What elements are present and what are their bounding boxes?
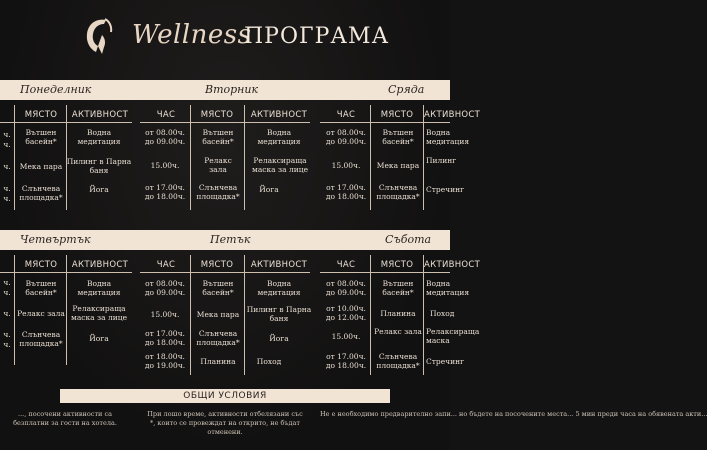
cell-place: Вътшен басейн* [382, 279, 414, 297]
col-header-time: ЧАС [156, 110, 176, 120]
col-header-place: МЯСТО [380, 260, 414, 270]
conditions-title: ОБЩИ УСЛОВИЯ [183, 391, 267, 401]
day-label-friday: Петък [210, 233, 251, 246]
cell-place: Мека пара [376, 161, 420, 170]
cell-activity: Пилинг [426, 156, 457, 165]
cell-place: Слънчева площадка* [196, 329, 240, 347]
col-header-activity: АКТИВНОСТ [424, 260, 481, 270]
cell-activity: Поход [256, 357, 282, 366]
cell-time: от 08.00ч. до 09.00ч. [325, 279, 367, 297]
cell-time: от 08.00ч. до 09.00ч. [325, 128, 367, 146]
divider [320, 122, 450, 123]
cell-place: Слънчева площадка* [376, 183, 420, 201]
cell-place: Вътшен басейн* [382, 128, 414, 146]
day-label-tuesday: Вторник [205, 83, 259, 96]
cell-place: Слънчева площадка* [196, 183, 240, 201]
day-label-wednesday: Сряда [388, 83, 425, 96]
col-header-activity: АКТИВНОСТ [250, 260, 308, 270]
cell-time: ч. [3, 130, 11, 139]
day-label-thursday: Четвъртък [20, 233, 91, 246]
cell-activity: Пилинг в Парна баня [66, 157, 132, 175]
cell-time: 15.00ч. [331, 332, 361, 341]
cell-activity: Релаксираща маска [426, 327, 480, 345]
cell-time: от 10.00ч. до 12.00ч. [325, 304, 367, 322]
cell-activity: Йога [89, 334, 109, 343]
cell-place: Вътшен басейн* [202, 279, 234, 297]
cell-place: Вътшен басейн* [25, 128, 57, 146]
cell-time: от 18.00ч. до 19.00ч. [144, 352, 186, 370]
day-label-monday: Понеделник [20, 83, 92, 96]
divider [370, 105, 371, 210]
page-title: ПРОГРАМА [244, 24, 390, 49]
cell-activity: Поход [430, 309, 455, 318]
goat-logo-icon [78, 16, 116, 56]
cell-activity: Стречинг [426, 185, 465, 194]
col-header-activity: АКТИВНОСТ [424, 110, 481, 120]
cell-activity: Йога [259, 185, 279, 194]
cell-place: Слънчева площадка* [19, 330, 63, 348]
cell-activity: Водна медитация [77, 128, 121, 146]
cell-place: Релакс зала [374, 327, 422, 336]
condition-text-left: ..., посочени активности са безплатни за гости на хотела. [13, 410, 117, 427]
col-header-activity: АКТИВНОСТ [71, 110, 129, 120]
cell-time: от 17.00ч. до 18.00ч. [325, 183, 367, 201]
condition-text-center: При лошо време, активности отбелязани със *, които се провеждат на открито, не бъдат отменени. [147, 410, 303, 436]
divider [370, 255, 371, 375]
col-header-place: МЯСТО [200, 260, 234, 270]
header [0, 14, 450, 64]
cell-place: Слънчева площадка* [19, 184, 63, 202]
cell-activity: Водна медитация [426, 279, 470, 297]
cell-place: Вътшен басейн* [25, 279, 57, 297]
cell-time: от 17.00ч. до 18.00ч. [144, 183, 186, 201]
cell-time: от 17.00ч. до 18.00ч. [325, 352, 367, 370]
cell-time: от 08.00ч. до 09.00ч. [144, 128, 186, 146]
cell-place: Слънчева площадка* [376, 352, 420, 370]
cell-activity: Йога [89, 185, 109, 194]
cell-time: 15.00ч. [150, 161, 180, 170]
cell-time: от 08.00ч. до 09.00ч. [144, 279, 186, 297]
cell-place: Релакс зала [204, 156, 232, 174]
condition-text-right: Не е необходимо предварително запи... но бъдете на посочените места... 5 мин преди часа на обявената акти... [320, 410, 707, 418]
cell-time: ч. [3, 278, 11, 287]
divider [190, 255, 191, 375]
col-header-time: ЧАС [156, 260, 176, 270]
cell-activity: Водна медитация [257, 279, 301, 297]
cell-activity: Релаксираща маска за лице [70, 304, 128, 322]
col-header-place: МЯСТО [24, 260, 58, 270]
day-band-row2 [0, 230, 450, 250]
cell-activity: Релаксираща маска за лице [251, 156, 309, 174]
divider [140, 272, 310, 273]
cell-time: от 17.00ч. до 18.00ч. [144, 329, 186, 347]
cell-place: Планина [380, 309, 416, 318]
cell-activity: Водна медитация [426, 128, 470, 146]
cell-time: ч. [3, 140, 11, 149]
col-header-activity: АКТИВНОСТ [250, 110, 308, 120]
col-header-place: МЯСТО [24, 110, 58, 120]
divider [140, 122, 310, 123]
cell-time: ч. [3, 184, 11, 193]
divider [320, 272, 450, 273]
cell-place: Релакс зала [17, 309, 65, 318]
col-header-activity: АКТИВНОСТ [71, 260, 129, 270]
cell-time: ч. [3, 309, 11, 318]
col-header-time: ЧАС [336, 260, 356, 270]
cell-time: 15.00ч. [331, 161, 361, 170]
divider [244, 255, 245, 375]
cell-place: Мека пара [196, 310, 240, 319]
cell-activity: Стречинг [426, 357, 465, 366]
cell-time: ч. [3, 330, 11, 339]
cell-time: ч. [3, 194, 11, 203]
cell-time: ч. [3, 340, 11, 349]
divider [14, 105, 15, 210]
cell-activity: Йога [269, 334, 289, 343]
cell-time: ч. [3, 288, 11, 297]
cell-time: ч. [3, 162, 11, 171]
cell-place: Мека пара [19, 162, 63, 171]
col-header-time: ЧАС [336, 110, 356, 120]
divider [14, 255, 15, 365]
divider [190, 105, 191, 210]
day-band-row1 [0, 80, 450, 100]
day-label-saturday: Събота [385, 233, 432, 246]
cell-place: Планина [200, 357, 236, 366]
cell-activity: Водна медитация [77, 279, 121, 297]
col-header-place: МЯСТО [200, 110, 234, 120]
cell-activity: Пилинг в Парна баня [246, 305, 312, 323]
divider [244, 105, 245, 210]
script-title: Wellness [132, 20, 252, 50]
col-header-place: МЯСТО [380, 110, 414, 120]
cell-place: Вътшен басейн* [202, 128, 234, 146]
cell-time: 15.00ч. [150, 310, 180, 319]
cell-activity: Водна медитация [257, 128, 301, 146]
